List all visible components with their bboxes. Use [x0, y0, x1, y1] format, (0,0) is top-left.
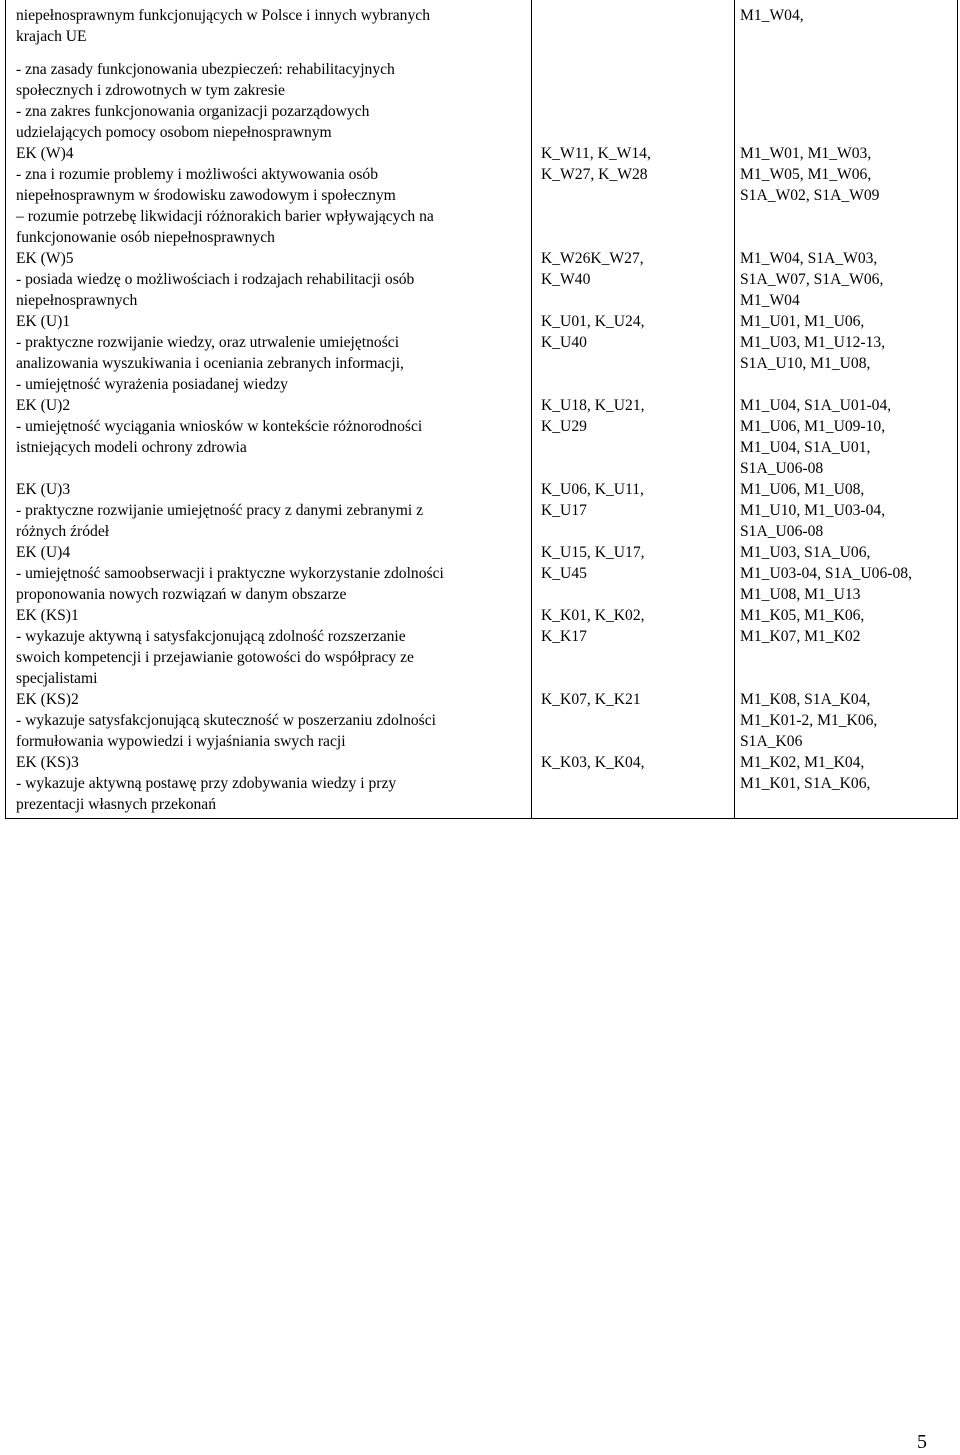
- outcome-text-line: - umiejętność wyrażenia posiadanej wiedzy: [16, 376, 288, 393]
- field-outcome-ref: K_U40: [541, 334, 587, 351]
- area-outcome-ref: M1_U08, M1_U13: [740, 586, 861, 603]
- outcome-text-line: niepełnosprawnym funkcjonujących w Polsce i innych wybranych: [16, 7, 430, 24]
- area-outcome-ref: M1_U06, M1_U09-10,: [740, 418, 886, 435]
- page-number: 5: [917, 1431, 927, 1453]
- area-outcome-ref: M1_U06, M1_U08,: [740, 481, 865, 498]
- area-outcome-ref: S1A_U06-08: [740, 460, 824, 477]
- outcome-text-line: społecznych i zdrowotnych w tym zakresie: [16, 82, 285, 99]
- outcome-code: EK (W)5: [16, 250, 74, 267]
- area-outcome-ref: M1_K02, M1_K04,: [740, 754, 865, 771]
- area-outcome-ref: M1_U10, M1_U03-04,: [740, 502, 886, 519]
- area-outcome-ref: M1_U04, S1A_U01-04,: [740, 397, 892, 414]
- field-outcome-ref: K_W40: [541, 271, 591, 288]
- outcome-code: EK (U)2: [16, 397, 71, 414]
- field-outcome-ref: K_W11, K_W14,: [541, 145, 651, 162]
- outcome-text-line: - zna i rozumie problemy i możliwości aktywowania osób: [16, 166, 379, 183]
- area-outcome-ref: M1_U03-04, S1A_U06-08,: [740, 565, 912, 582]
- field-outcome-ref: K_U18, K_U21,: [541, 397, 645, 414]
- field-outcome-ref: K_K01, K_K02,: [541, 607, 645, 624]
- outcome-text-line: swoich kompetencji i przejawianie gotowości do współpracy ze: [16, 649, 414, 666]
- field-outcome-ref: K_K03, K_K04,: [541, 754, 645, 771]
- area-outcome-ref: M1_W01, M1_W03,: [740, 145, 872, 162]
- field-outcome-ref: K_U29: [541, 418, 587, 435]
- area-outcome-ref: M1_W05, M1_W06,: [740, 166, 872, 183]
- outcome-text-line: udzielających pomocy osobom niepełnosprawnym: [16, 124, 332, 141]
- field-outcome-ref: K_W26K_W27,: [541, 250, 644, 267]
- area-outcome-ref: S1A_U10, M1_U08,: [740, 355, 871, 372]
- field-outcome-ref: K_U01, K_U24,: [541, 313, 645, 330]
- outcome-text-line: niepełnosprawnych: [16, 292, 138, 309]
- field-outcome-ref: K_K17: [541, 628, 587, 645]
- outcome-text-line: proponowania nowych rozwiązań w danym obszarze: [16, 586, 347, 603]
- outcome-text-line: - wykazuje satysfakcjonującą skuteczność w poszerzaniu zdolności: [16, 712, 437, 729]
- area-outcome-ref: M1_W04: [740, 292, 800, 309]
- outcome-code: EK (KS)2: [16, 691, 79, 708]
- outcome-code: EK (KS)1: [16, 607, 79, 624]
- outcome-text-line: niepełnosprawnym w środowisku zawodowym i społecznym: [16, 187, 396, 204]
- outcome-text-line: prezentacji własnych przekonań: [16, 796, 217, 813]
- area-outcome-ref: M1_K08, S1A_K04,: [740, 691, 871, 708]
- outcome-code: EK (U)4: [16, 544, 71, 561]
- outcome-text-line: istniejących modeli ochrony zdrowia: [16, 439, 247, 456]
- outcome-text-line: - zna zasady funkcjonowania ubezpieczeń: rehabilitacyjnych: [16, 61, 395, 78]
- area-outcome-ref: M1_K05, M1_K06,: [740, 607, 865, 624]
- outcome-code: EK (U)3: [16, 481, 71, 498]
- outcome-code: EK (U)1: [16, 313, 71, 330]
- outcome-text-line: krajach UE: [16, 28, 87, 45]
- outcome-text-line: formułowania wypowiedzi i wyjaśniania swych racji: [16, 733, 346, 750]
- outcome-text-line: - umiejętność wyciągania wniosków w kontekście różnorodności: [16, 418, 423, 435]
- area-outcome-ref: M1_U04, S1A_U01,: [740, 439, 871, 456]
- area-outcome-ref: S1A_K06: [740, 733, 803, 750]
- area-outcome-ref: S1A_W02, S1A_W09: [740, 187, 880, 204]
- area-outcome-ref: M1_K01, S1A_K06,: [740, 775, 871, 792]
- area-outcome-ref: M1_W04, S1A_W03,: [740, 250, 878, 267]
- outcome-text-line: - wykazuje aktywną postawę przy zdobywania wiedzy i przy: [16, 775, 397, 792]
- outcome-text-line: - praktyczne rozwijanie umiejętność pracy z danymi zebranymi z: [16, 502, 423, 519]
- outcome-code: EK (W)4: [16, 145, 74, 162]
- outcome-text-line: - wykazuje aktywną i satysfakcjonującą zdolność rozszerzanie: [16, 628, 406, 645]
- area-outcome-ref: M1_K07, M1_K02: [740, 628, 861, 645]
- area-outcome-ref: M1_K01-2, M1_K06,: [740, 712, 878, 729]
- field-outcome-ref: K_U45: [541, 565, 587, 582]
- area-outcome-ref: M1_U01, M1_U06,: [740, 313, 865, 330]
- outcome-text-line: specjalistami: [16, 670, 98, 687]
- outcome-text-line: - zna zakres funkcjonowania organizacji pozarządowych: [16, 103, 370, 120]
- area-outcome-ref: S1A_U06-08: [740, 523, 824, 540]
- outcome-text-line: - posiada wiedzę o możliwościach i rodzajach rehabilitacji osób: [16, 271, 415, 288]
- outcome-text-line: – rozumie potrzebę likwidacji różnorakich barier wpływających na: [16, 208, 434, 225]
- field-outcome-ref: K_U17: [541, 502, 587, 519]
- outcome-text-line: - praktyczne rozwijanie wiedzy, oraz utrwalenie umiejętności: [16, 334, 400, 351]
- outcome-text-line: - umiejętność samoobserwacji i praktyczne wykorzystanie zdolności: [16, 565, 444, 582]
- field-outcome-ref: K_U15, K_U17,: [541, 544, 645, 561]
- field-outcome-ref: K_U06, K_U11,: [541, 481, 644, 498]
- outcome-text-line: analizowania wyszukiwania i oceniania zebranych informacji,: [16, 355, 404, 372]
- area-outcome-ref: M1_U03, S1A_U06,: [740, 544, 871, 561]
- area-outcome-ref: S1A_W07, S1A_W06,: [740, 271, 884, 288]
- column-divider: [531, 0, 532, 818]
- outcomes-table: [5, 0, 958, 819]
- area-outcome-ref: M1_W04,: [740, 7, 804, 24]
- area-outcome-ref: M1_U03, M1_U12-13,: [740, 334, 886, 351]
- column-divider: [734, 0, 735, 818]
- field-outcome-ref: K_K07, K_K21: [541, 691, 641, 708]
- field-outcome-ref: K_W27, K_W28: [541, 166, 648, 183]
- outcome-code: EK (KS)3: [16, 754, 79, 771]
- outcome-text-line: funkcjonowanie osób niepełnosprawnych: [16, 229, 275, 246]
- outcome-text-line: różnych źródeł: [16, 523, 110, 540]
